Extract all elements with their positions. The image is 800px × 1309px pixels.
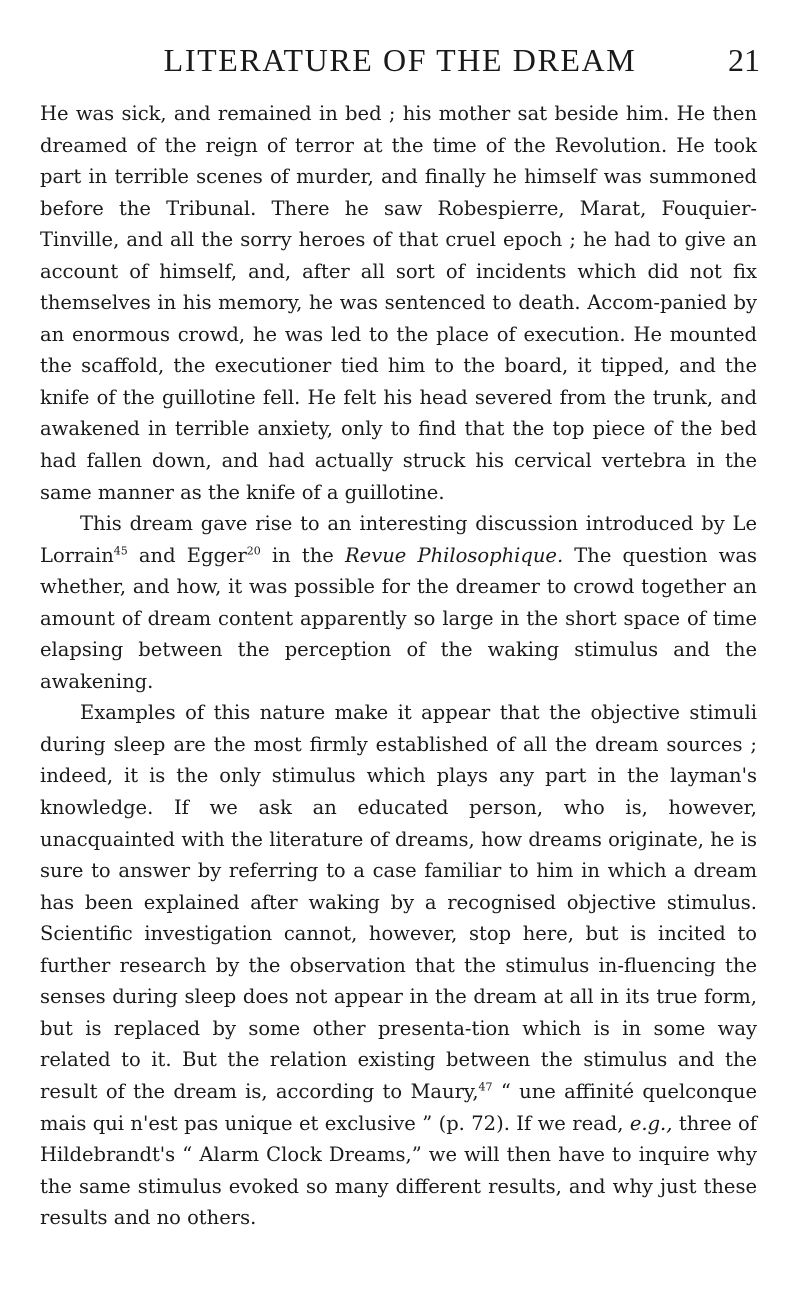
paragraph-text: and Egger	[127, 543, 247, 567]
paragraph-text: three of Hildebrandt's “ Alarm Clock Dreams,” we will then have to inquire why the same stimulus evoked so many different results, and why just these results and no others.	[40, 1111, 758, 1230]
paragraph-text: This dream gave rise to an interesting discussion introduced by Le Lorrain	[40, 512, 757, 567]
paragraph-1	[40, 98, 757, 508]
footnote-ref: 20	[246, 544, 261, 558]
running-title: LITERATURE OF THE DREAM	[163, 42, 637, 78]
italic-abbreviation: e.g.,	[629, 1111, 673, 1135]
paragraph-2	[40, 508, 757, 697]
footnote-ref: 45	[113, 544, 128, 558]
paragraph-text: “ une affinité quelconque mais qui n'est pas unique et exclusive ” (p. 72). If we read,	[40, 1079, 757, 1135]
footnote-ref: 47	[478, 1080, 493, 1094]
journal-title: Revue Philosophique.	[344, 543, 564, 567]
paragraph-text: in the	[260, 543, 345, 567]
page-header	[40, 40, 760, 80]
paragraph-text: The question was whether, and how, it was possible for the dreamer to crowd together an amount of dream content apparently so large in the short space of time elapsing between the perception of the waking stimulus and the awakening.	[40, 543, 757, 693]
body-text	[40, 98, 757, 1234]
page-number: 21	[728, 42, 760, 78]
paragraph-3	[40, 697, 757, 1233]
paragraph-text: Examples of this nature make it appear that the objective stimuli during sleep are the most firmly established of all the dream sources ; indeed, it is the only stimulus which plays any part in the layman's knowledge. If we ask an educated person, who is, however, unacquainted with the literature of dreams, how dreams originate, he is sure to answer by referring to a case familiar to him in which a dream has been explained after waking by a recognised objective stimulus. Scientific investigation cannot, however, stop here, but is incited to further research by the observation that the stimulus in-fluencing the senses during sleep does not appear in the dream at all in its true form, but is replaced by some other presenta-tion which is in some way related to it. But the relation existing between the stimulus and the result of the dream is, according to Maury,	[40, 701, 757, 1103]
paragraph-text: He was sick, and remained in bed ; his mother sat beside him. He then dreamed of the reign of terror at the time of the Revolution. He took part in terrible scenes of murder, and finally he himself was summoned before the Tribunal. There he saw Robespierre, Marat, Fouquier-Tinville, and all the sorry heroes of that cruel epoch ; he had to give an account of himself, and, after all sort of incidents which did not fix themselves in his memory, he was sentenced to death. Accom-panied by an enormous crowd, he was led to the place of execution. He mounted the scaffold, the executioner tied him to the board, it tipped, and the knife of the guillotine fell. He felt his head severed from the trunk, and awakened in terrible anxiety, only to find that the top piece of the bed had fallen down, and had actually struck his cervical vertebra in the same manner as the knife of a guillotine.	[40, 102, 757, 504]
